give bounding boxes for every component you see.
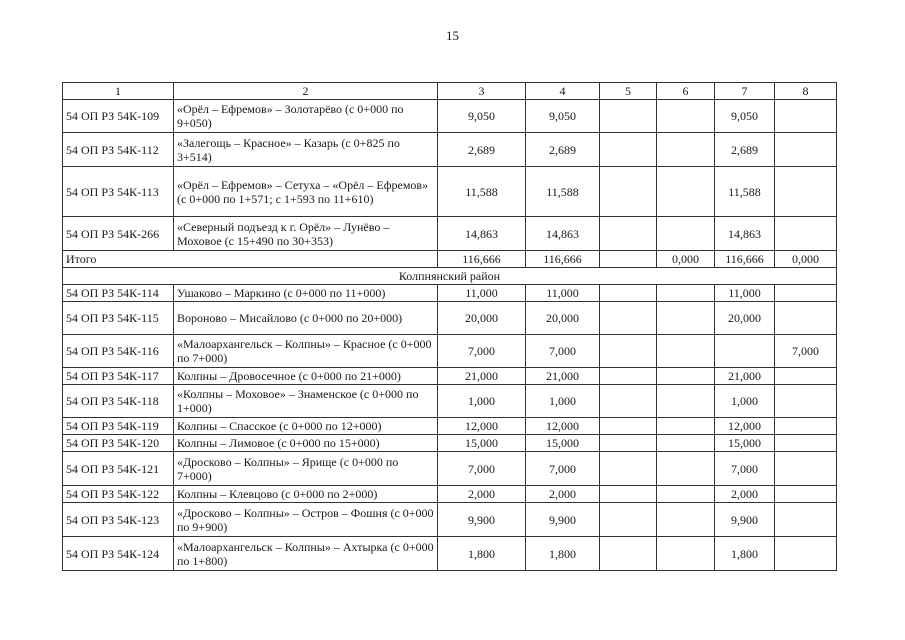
- cell-col8: [775, 435, 837, 452]
- table-row: [63, 302, 837, 335]
- cell-col3: 11,000: [438, 285, 526, 302]
- total-col8: 0,000: [775, 251, 837, 268]
- cell-col4: 21,000: [526, 368, 600, 385]
- cell-col5: [600, 435, 657, 452]
- road-code: 54 ОП РЗ 54К-118: [63, 385, 174, 418]
- cell-col7: 1,000: [715, 385, 775, 418]
- road-name: «Дросково – Колпны» – Остров – Фошня (с 0+000 по 9+900): [174, 503, 438, 537]
- road-name: «Колпны – Моховое» – Знаменское (с 0+000 по 1+000): [174, 385, 438, 418]
- cell-col7: 11,588: [715, 167, 775, 217]
- road-name: Вороново – Мисайлово (с 0+000 по 20+000): [174, 302, 438, 335]
- cell-col8: [775, 133, 837, 167]
- column-header: 8: [775, 83, 837, 100]
- cell-col4: 1,800: [526, 537, 600, 571]
- road-code: 54 ОП РЗ 54К-124: [63, 537, 174, 571]
- cell-col8: [775, 452, 837, 486]
- table-row: [63, 285, 837, 302]
- cell-col7: 2,689: [715, 133, 775, 167]
- cell-col7: [715, 335, 775, 368]
- road-code: 54 ОП РЗ 54К-123: [63, 503, 174, 537]
- cell-col7: 9,900: [715, 503, 775, 537]
- cell-col7: 2,000: [715, 486, 775, 503]
- roads-table: [62, 82, 837, 571]
- table-row: [63, 435, 837, 452]
- cell-col5: [600, 385, 657, 418]
- cell-col3: 21,000: [438, 368, 526, 385]
- cell-col6: [657, 418, 715, 435]
- cell-col4: 12,000: [526, 418, 600, 435]
- road-code: 54 ОП РЗ 54К-114: [63, 285, 174, 302]
- road-code: 54 ОП РЗ 54К-266: [63, 217, 174, 251]
- road-name: Ушаково – Маркино (с 0+000 по 11+000): [174, 285, 438, 302]
- cell-col5: [600, 302, 657, 335]
- table-row: [63, 486, 837, 503]
- cell-col4: 7,000: [526, 452, 600, 486]
- cell-col8: [775, 217, 837, 251]
- cell-col7: 21,000: [715, 368, 775, 385]
- section-row: [63, 268, 837, 285]
- cell-col4: 9,900: [526, 503, 600, 537]
- cell-col8: [775, 418, 837, 435]
- cell-col6: [657, 435, 715, 452]
- column-header: 5: [600, 83, 657, 100]
- cell-col8: [775, 167, 837, 217]
- cell-col6: [657, 385, 715, 418]
- cell-col7: 7,000: [715, 452, 775, 486]
- total-col4: 116,666: [526, 251, 600, 268]
- cell-col4: 14,863: [526, 217, 600, 251]
- cell-col3: 7,000: [438, 452, 526, 486]
- cell-col7: 9,050: [715, 100, 775, 133]
- cell-col5: [600, 285, 657, 302]
- cell-col6: [657, 537, 715, 571]
- cell-col8: [775, 302, 837, 335]
- column-header: 7: [715, 83, 775, 100]
- cell-col4: 11,000: [526, 285, 600, 302]
- table-row: [63, 167, 837, 217]
- cell-col3: 9,900: [438, 503, 526, 537]
- cell-col6: [657, 285, 715, 302]
- cell-col5: [600, 503, 657, 537]
- cell-col4: 2,689: [526, 133, 600, 167]
- cell-col5: [600, 133, 657, 167]
- total-col6: 0,000: [657, 251, 715, 268]
- cell-col3: 1,000: [438, 385, 526, 418]
- cell-col5: [600, 368, 657, 385]
- road-code: 54 ОП РЗ 54К-109: [63, 100, 174, 133]
- table-row: [63, 537, 837, 571]
- column-header: 6: [657, 83, 715, 100]
- cell-col5: [600, 100, 657, 133]
- cell-col3: 14,863: [438, 217, 526, 251]
- road-code: 54 ОП РЗ 54К-117: [63, 368, 174, 385]
- cell-col5: [600, 217, 657, 251]
- column-header: 4: [526, 83, 600, 100]
- table-row: [63, 368, 837, 385]
- cell-col3: 12,000: [438, 418, 526, 435]
- table-row: [63, 100, 837, 133]
- table-row: [63, 418, 837, 435]
- road-name: «Малоархангельск – Колпны» – Красное (с 0+000 по 7+000): [174, 335, 438, 368]
- column-header: 1: [63, 83, 174, 100]
- table-row: [63, 335, 837, 368]
- cell-col4: 15,000: [526, 435, 600, 452]
- road-name: «Орёл – Ефремов» – Золотарёво (с 0+000 по 9+050): [174, 100, 438, 133]
- cell-col3: 20,000: [438, 302, 526, 335]
- cell-col5: [600, 335, 657, 368]
- cell-col3: 15,000: [438, 435, 526, 452]
- road-name: Колпны – Дровосечное (с 0+000 по 21+000): [174, 368, 438, 385]
- cell-col3: 2,689: [438, 133, 526, 167]
- road-name: «Малоархангельск – Колпны» – Ахтырка (с 0+000 по 1+800): [174, 537, 438, 571]
- cell-col7: 11,000: [715, 285, 775, 302]
- cell-col6: [657, 503, 715, 537]
- cell-col3: 2,000: [438, 486, 526, 503]
- table-row: [63, 452, 837, 486]
- cell-col6: [657, 335, 715, 368]
- section-title: Колпнянский район: [63, 268, 837, 285]
- cell-col3: 11,588: [438, 167, 526, 217]
- column-header: 3: [438, 83, 526, 100]
- cell-col6: [657, 133, 715, 167]
- total-label: Итого: [63, 251, 438, 268]
- cell-col6: [657, 452, 715, 486]
- road-code: 54 ОП РЗ 54К-112: [63, 133, 174, 167]
- road-name: «Орёл – Ефремов» – Сетуха – «Орёл – Ефремов» (с 0+000 по 1+571; с 1+593 по 11+610): [174, 167, 438, 217]
- cell-col5: [600, 167, 657, 217]
- table-row: [63, 385, 837, 418]
- cell-col5: [600, 418, 657, 435]
- cell-col4: 7,000: [526, 335, 600, 368]
- cell-col8: [775, 285, 837, 302]
- road-code: 54 ОП РЗ 54К-122: [63, 486, 174, 503]
- cell-col7: 1,800: [715, 537, 775, 571]
- cell-col8: [775, 368, 837, 385]
- cell-col7: 15,000: [715, 435, 775, 452]
- cell-col4: 2,000: [526, 486, 600, 503]
- cell-col5: [600, 452, 657, 486]
- cell-col8: [775, 385, 837, 418]
- cell-col3: 9,050: [438, 100, 526, 133]
- road-name: Колпны – Лимовое (с 0+000 по 15+000): [174, 435, 438, 452]
- cell-col3: 1,800: [438, 537, 526, 571]
- cell-col4: 9,050: [526, 100, 600, 133]
- road-code: 54 ОП РЗ 54К-120: [63, 435, 174, 452]
- road-name: «Залегощь – Красное» – Казарь (с 0+825 по 3+514): [174, 133, 438, 167]
- total-col7: 116,666: [715, 251, 775, 268]
- cell-col7: 12,000: [715, 418, 775, 435]
- road-name: «Северный подъезд к г. Орёл» – Лунёво – Моховое (с 15+490 по 30+353): [174, 217, 438, 251]
- table-row: [63, 503, 837, 537]
- cell-col6: [657, 100, 715, 133]
- cell-col3: 7,000: [438, 335, 526, 368]
- cell-col6: [657, 167, 715, 217]
- cell-col5: [600, 486, 657, 503]
- cell-col8: [775, 100, 837, 133]
- table-row: [63, 133, 837, 167]
- column-number-row: [63, 83, 837, 100]
- road-code: 54 ОП РЗ 54К-113: [63, 167, 174, 217]
- page-number: 15: [446, 28, 459, 43]
- cell-col8: [775, 537, 837, 571]
- cell-col8: [775, 486, 837, 503]
- table-row: [63, 217, 837, 251]
- road-code: 54 ОП РЗ 54К-121: [63, 452, 174, 486]
- road-name: Колпны – Клевцово (с 0+000 по 2+000): [174, 486, 438, 503]
- cell-col4: 1,000: [526, 385, 600, 418]
- cell-col7: 14,863: [715, 217, 775, 251]
- total-row: [63, 251, 837, 268]
- cell-col6: [657, 368, 715, 385]
- road-code: 54 ОП РЗ 54К-119: [63, 418, 174, 435]
- cell-col8: [775, 503, 837, 537]
- cell-col6: [657, 217, 715, 251]
- cell-col5: [600, 537, 657, 571]
- total-col5: [600, 251, 657, 268]
- cell-col7: 20,000: [715, 302, 775, 335]
- column-header: 2: [174, 83, 438, 100]
- cell-col6: [657, 302, 715, 335]
- cell-col8: 7,000: [775, 335, 837, 368]
- total-col3: 116,666: [438, 251, 526, 268]
- road-name: Колпны – Спасское (с 0+000 по 12+000): [174, 418, 438, 435]
- road-code: 54 ОП РЗ 54К-116: [63, 335, 174, 368]
- road-name: «Дросково – Колпны» – Ярище (с 0+000 по 7+000): [174, 452, 438, 486]
- cell-col6: [657, 486, 715, 503]
- cell-col4: 20,000: [526, 302, 600, 335]
- cell-col4: 11,588: [526, 167, 600, 217]
- road-code: 54 ОП РЗ 54К-115: [63, 302, 174, 335]
